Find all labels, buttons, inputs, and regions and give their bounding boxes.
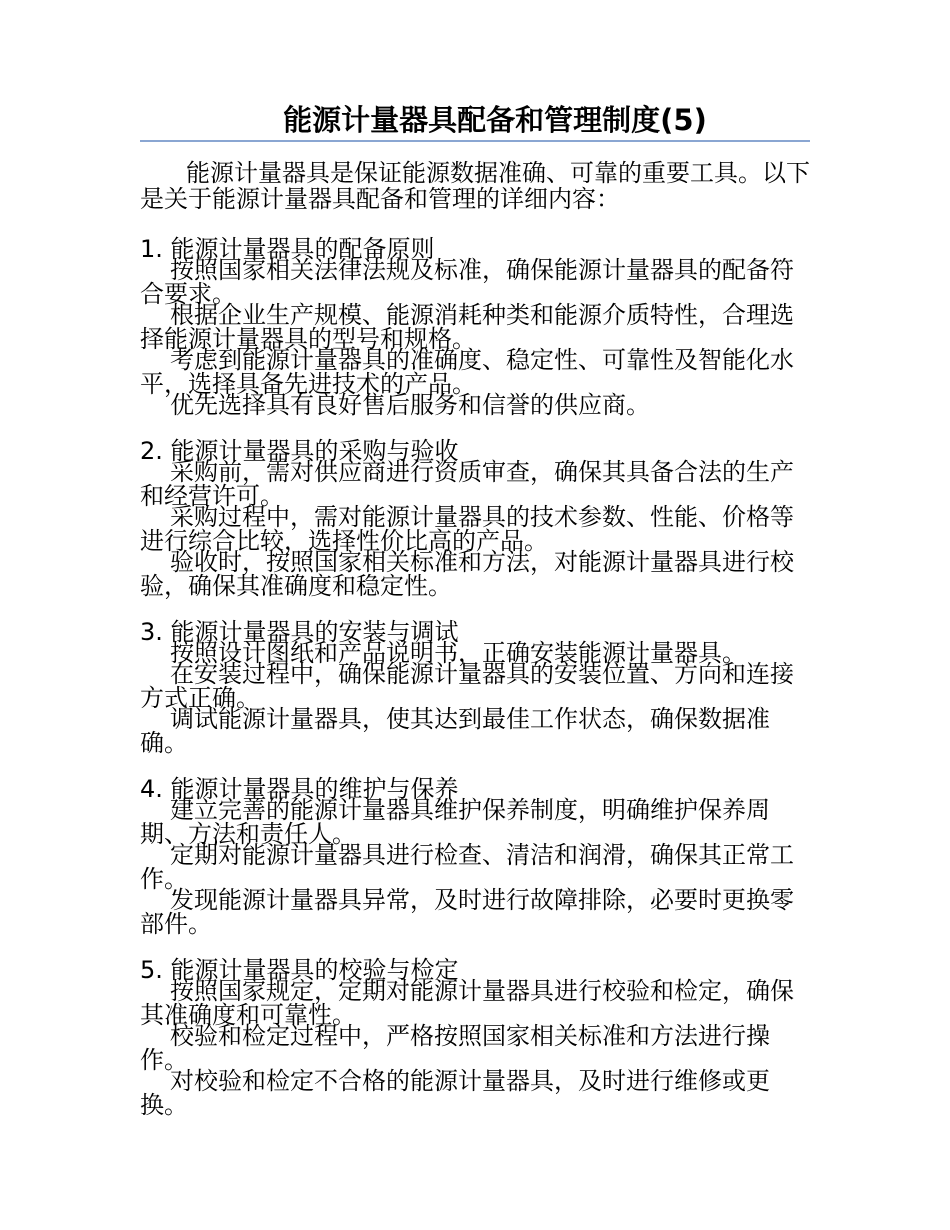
section-item: 按照国家相关法律法规及标准，确保能源计量器具的配备符合要求。 xyxy=(140,256,794,308)
section-item: 采购过程中，需对能源计量器具的技术参数、性能、价格等进行综合比较，选择性价比高的产品。 xyxy=(140,503,794,555)
document-page xyxy=(140,100,810,1119)
section-item: 对校验和检定不合格的能源计量器具，及时进行维修或更换。 xyxy=(140,1067,770,1119)
section-3 xyxy=(140,619,810,755)
section-item: 发现能源计量器具异常，及时进行故障排除，必要时更换零部件。 xyxy=(140,886,794,938)
section-heading: 3. 能源计量器具的安装与调试 xyxy=(140,618,459,646)
section-item: 按照国家规定，定期对能源计量器具进行校验和检定，确保其准确度和可靠性。 xyxy=(140,977,794,1029)
section-heading: 1. 能源计量器具的配备原则 xyxy=(140,235,435,263)
section-4 xyxy=(140,776,810,936)
section-item: 校验和检定过程中，严格按照国家相关标准和方法进行操作。 xyxy=(140,1022,770,1074)
section-item: 调试能源计量器具，使其达到最佳工作状态，确保数据准确。 xyxy=(140,705,770,757)
section-item: 按照设计图纸和产品说明书，正确安装能源计量器具。 xyxy=(170,639,746,667)
intro-paragraph: 能源计量器具是保证能源数据准确、可靠的重要工具。以下是关于能源计量器具配备和管理的详细内容： xyxy=(140,159,810,213)
section-1 xyxy=(140,236,810,417)
document-title: 能源计量器具配备和管理制度(5) xyxy=(140,100,810,142)
section-item: 建立完善的能源计量器具维护保养制度，明确维护保养周期、方法和责任人。 xyxy=(140,796,770,848)
section-item: 优先选择具有良好售后服务和信誉的供应商。 xyxy=(170,391,650,419)
section-heading: 2. 能源计量器具的采购与验收 xyxy=(140,437,459,465)
section-5 xyxy=(140,957,810,1117)
section-item: 在安装过程中，确保能源计量器具的安装位置、方向和连接方式正确。 xyxy=(140,660,794,712)
section-item: 定期对能源计量器具进行检查、清洁和润滑，确保其正常工作。 xyxy=(140,841,794,893)
section-heading: 4. 能源计量器具的维护与保养 xyxy=(140,775,459,803)
section-item: 根据企业生产规模、能源消耗种类和能源介质特性，合理选择能源计量器具的型号和规格。 xyxy=(140,301,794,353)
section-item: 采购前，需对供应商进行资质审查，确保其具备合法的生产和经营许可。 xyxy=(140,458,794,510)
section-item: 验收时，按照国家相关标准和方法，对能源计量器具进行校验，确保其准确度和稳定性。 xyxy=(140,548,794,600)
section-2 xyxy=(140,438,810,598)
section-heading: 5. 能源计量器具的校验与检定 xyxy=(140,956,459,984)
section-item: 考虑到能源计量器具的准确度、稳定性、可靠性及智能化水平，选择具备先进技术的产品。 xyxy=(140,346,794,398)
